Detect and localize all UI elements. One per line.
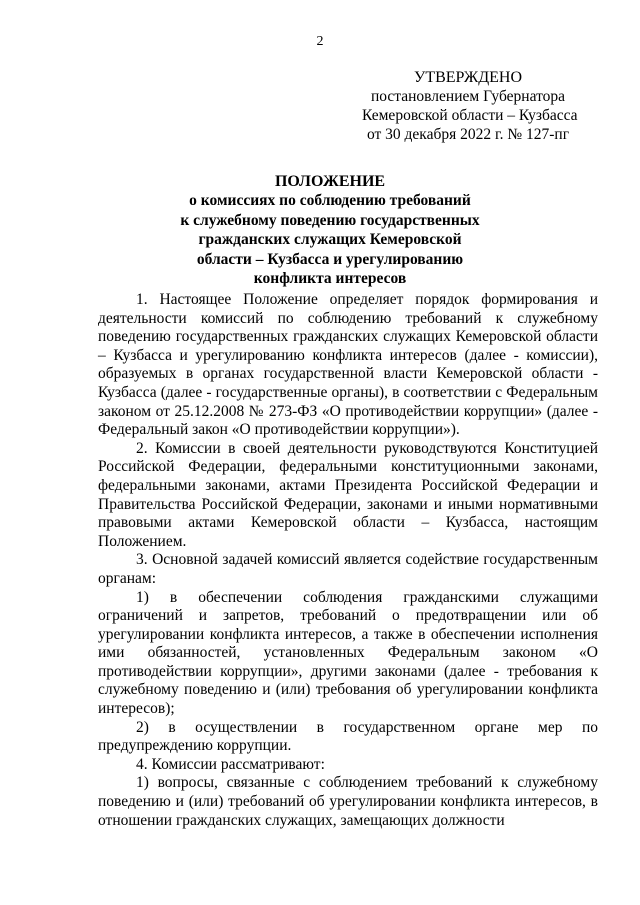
approval-line-decree: постановлением Губернатора xyxy=(370,88,566,105)
title-line: области – Кузбасса и урегулированию xyxy=(196,250,464,268)
approval-heading: УТВЕРЖДЕНО xyxy=(413,69,522,86)
title-line: о комиссиях по соблюдению требований xyxy=(189,192,471,210)
document-body xyxy=(98,291,598,830)
title-line: гражданских служащих Кемеровской xyxy=(198,231,462,249)
approval-line-region: Кемеровской области – Кузбасса xyxy=(362,107,578,124)
page-number: 2 xyxy=(316,34,324,49)
paragraph: 1) вопросы, связанные с соблюдением требований к служебному поведению и (или) требований об урегулировании конфликта интересов, в отношении гражданских служащих, замещающих должности xyxy=(98,774,598,829)
paragraph: 2) в осуществлении в государственном органе мер по предупреждению коррупции. xyxy=(98,718,598,755)
paragraph: 2. Комиссии в своей деятельности руководствуются Конституцией Российской Федерации, федеральными конституционными законами, федеральными законами, актами Президента Российской Федерации и Правительства Российской Федерации, законами и иными нормативными правовыми актами Кемеровской области – Кузбасса, настоящим Положением. xyxy=(98,439,598,550)
approval-line-date: от 30 декабря 2022 г. № 127-пг xyxy=(366,126,570,143)
title-line: конфликта интересов xyxy=(253,270,407,288)
paragraph: 3. Основной задачей комиссий является содействие государственным органам: xyxy=(98,551,598,587)
title-line: к служебному поведению государственных xyxy=(180,211,480,229)
approval-stamp xyxy=(362,68,578,144)
paragraph: 1) в обеспечении соблюдения гражданскими служащими ограничений и запретов, требований о предотвращении или об урегулировании конфликта интересов, а также в обеспечении исполнения ими обязанностей, установленных Федеральным законом «О противодействии коррупции», другими законами (далее - требования к служебному поведению и (или) требования об урегулировании конфликта интересов); xyxy=(98,588,598,718)
title-heading: ПОЛОЖЕНИЕ xyxy=(274,173,386,190)
document-title xyxy=(120,172,540,288)
paragraph: 1. Настоящее Положение определяет порядок формирования и деятельности комиссий по соблюдению требований к служебному поведению государственных гражданских служащих Кемеровской области – Кузбасса и урегулированию конфликта интересов (далее - комиссии), образуемых в органах государственной власти Кемеровской области - Кузбасса (далее - государственные органы), в соответствии с Федеральным законом от 25.12.2008 № 273-ФЗ «О противодействии коррупции» (далее - Федеральный закон «О противодействии коррупции»). xyxy=(98,291,598,439)
paragraph: 4. Комиссии рассматривают: xyxy=(136,755,325,773)
